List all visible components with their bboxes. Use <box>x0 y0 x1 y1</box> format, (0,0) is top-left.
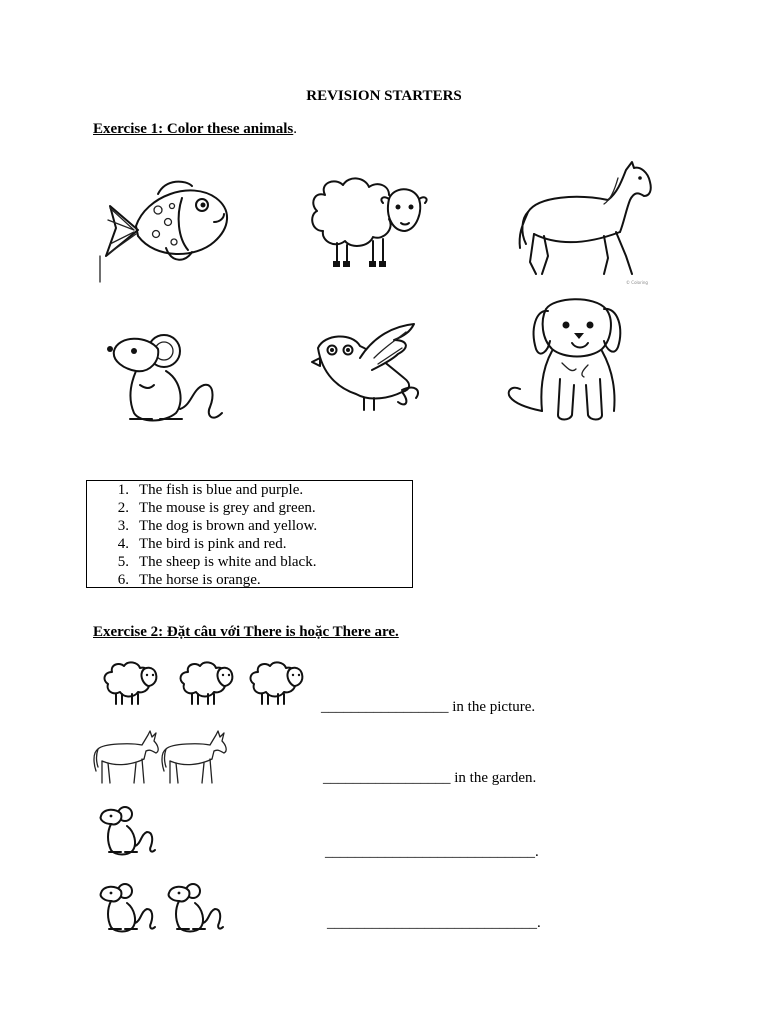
exercise-1-heading-period: . <box>293 121 298 137</box>
item-text: The bird is pink and red. <box>139 536 287 552</box>
item-number: 3. <box>117 518 129 534</box>
one-mouse-picture <box>95 800 159 858</box>
svg-text:© Coloring: © Coloring <box>626 280 648 285</box>
three-sheep-picture <box>98 656 310 710</box>
fish-picture <box>96 168 230 286</box>
two-donkeys-picture <box>92 729 228 787</box>
sheep-picture <box>285 165 440 277</box>
item-text: The sheep is white and black. <box>139 554 317 570</box>
sentence-suffix-3: . <box>535 844 539 860</box>
item-text: The horse is orange. <box>139 572 261 588</box>
answer-blank-3[interactable]: ____________________________ <box>325 844 535 860</box>
dog-picture <box>502 289 652 431</box>
item-text: The fish is blue and purple. <box>139 482 304 498</box>
item-number: 4. <box>117 536 129 552</box>
page-title: REVISION STARTERS <box>306 88 462 104</box>
item-number: 6. <box>117 572 129 588</box>
two-mice-picture <box>95 877 227 935</box>
item-text: The dog is brown and yellow. <box>139 518 318 534</box>
exercise-1-heading <box>93 121 297 138</box>
sentence-line-3 <box>325 844 539 861</box>
exercise-1-heading-text: Exercise 1: Color these animals <box>93 121 294 137</box>
answer-blank-1[interactable]: _________________ <box>321 699 449 715</box>
answer-blank-4[interactable]: ____________________________ <box>327 915 537 931</box>
color-instructions-box <box>86 480 413 588</box>
sentence-suffix-1: in the picture. <box>448 699 536 715</box>
item-number: 2. <box>117 500 129 516</box>
exercise-2-heading <box>93 624 399 641</box>
answer-blank-2[interactable]: _________________ <box>323 770 451 786</box>
exercise-2-heading-text: Exercise 2: Đặt câu với There is hoặc There are. <box>93 624 399 640</box>
mouse-picture <box>94 315 238 430</box>
item-number: 1. <box>117 482 129 498</box>
item-text: The mouse is grey and green. <box>139 500 316 516</box>
sentence-suffix-4: . <box>537 915 541 931</box>
sentence-suffix-2: in the garden. <box>450 770 537 786</box>
item-number: 5. <box>117 554 129 570</box>
sentence-line-2 <box>323 770 536 787</box>
bird-picture <box>298 318 440 430</box>
sentence-line-1 <box>321 699 535 716</box>
sentence-line-4 <box>327 915 541 932</box>
horse-picture <box>508 152 678 288</box>
